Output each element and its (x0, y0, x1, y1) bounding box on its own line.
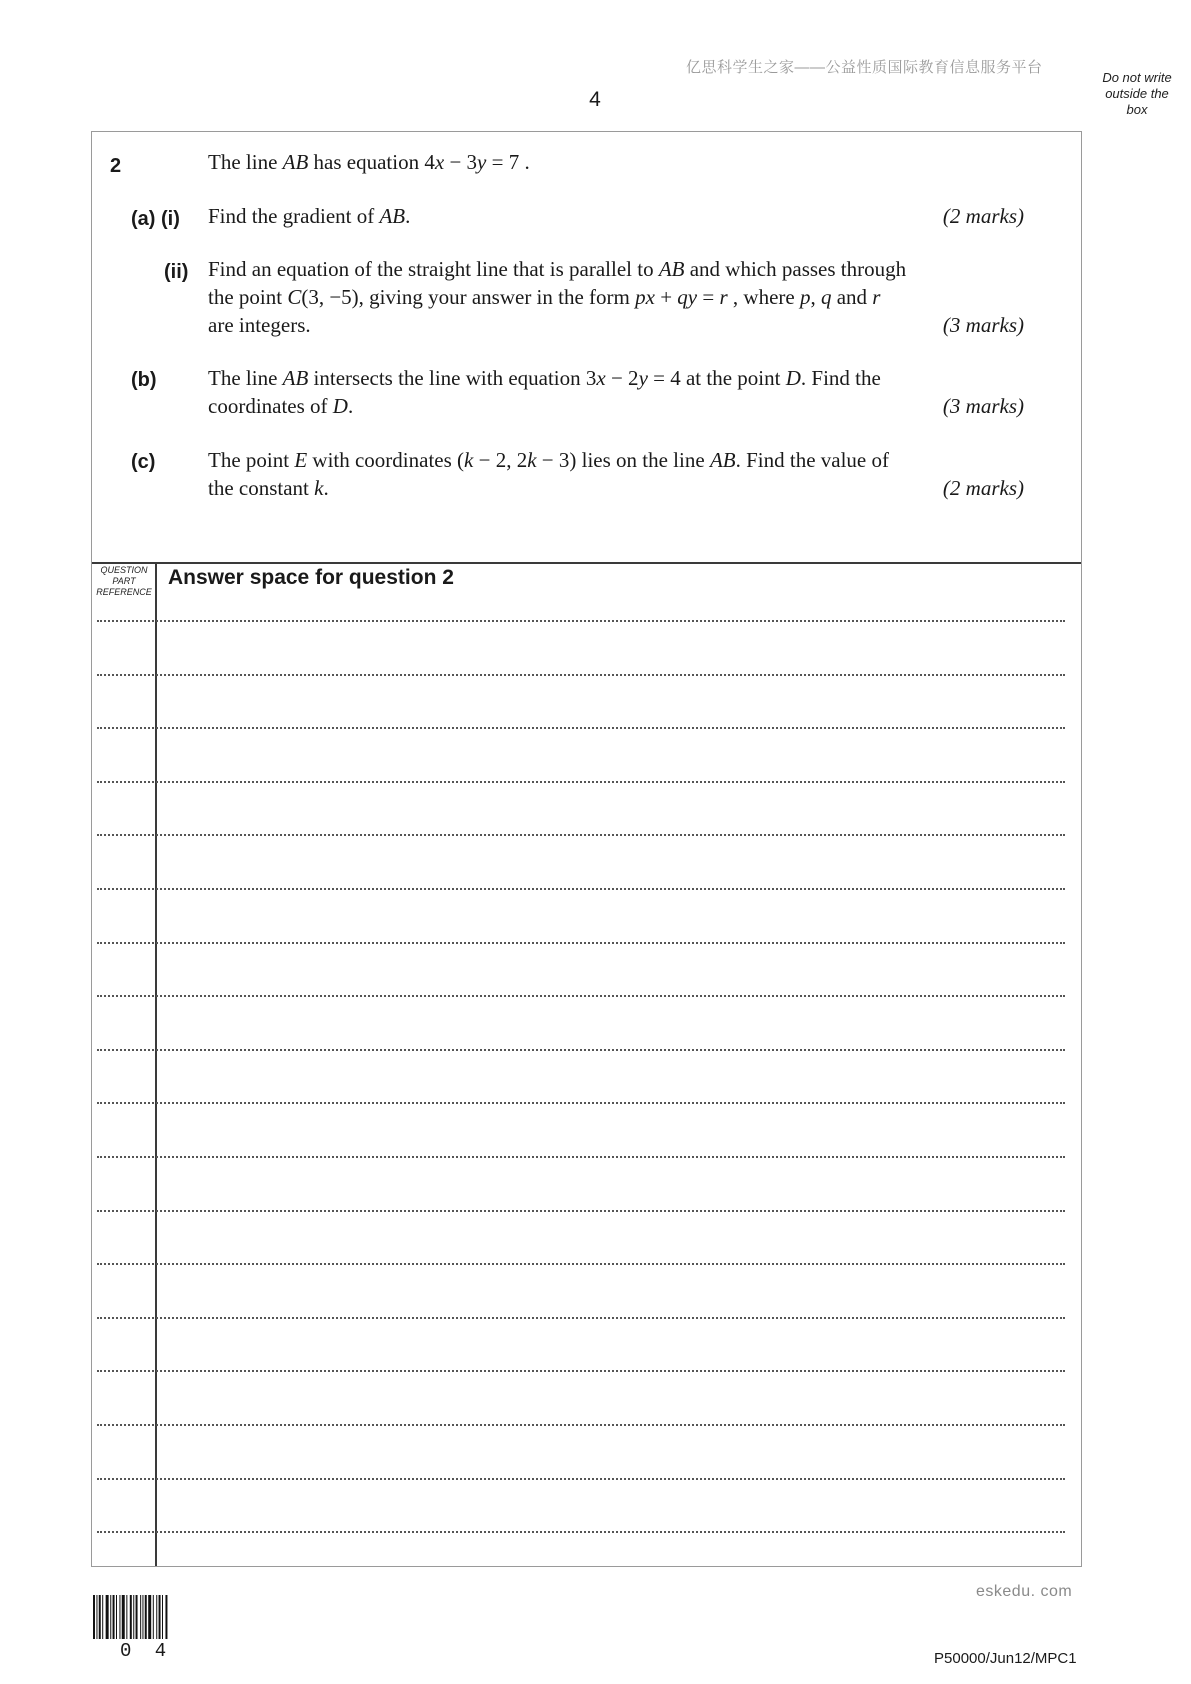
math-variable: k (527, 448, 537, 472)
math-variable: D (785, 366, 801, 390)
answer-line[interactable] (97, 1156, 1065, 1158)
math-variable: D (332, 394, 348, 418)
part-b-line (208, 392, 881, 420)
text-run: The line (208, 366, 283, 390)
footer-reference: P50000/Jun12/MPC1 (934, 1650, 1077, 1667)
text-run: are integers. (208, 313, 311, 337)
math-variable: C (287, 285, 302, 309)
text-run: − 2 (605, 366, 639, 390)
answer-line[interactable] (97, 674, 1065, 676)
ref-label-line: QUESTION (100, 565, 148, 575)
page-code: 0 4 (120, 1640, 173, 1662)
math-variable: r (719, 285, 728, 309)
math-variable: y (638, 366, 648, 390)
answer-line[interactable] (97, 727, 1065, 729)
math-variable: qy (677, 285, 698, 309)
text-run: coordinates of (208, 394, 333, 418)
question-part-reference-label (93, 565, 155, 598)
math-variable: y (477, 150, 487, 174)
margin-note (1090, 70, 1184, 118)
part-c-label: (c) (131, 451, 156, 473)
part-a-ii-line (208, 255, 906, 283)
answer-line[interactable] (97, 1478, 1065, 1480)
footer-watermark: eskedu. com (976, 1583, 1073, 1600)
math-variable: k (314, 476, 324, 500)
margin-note-line: outside the (1105, 86, 1169, 101)
math-variable: E (294, 448, 308, 472)
math-variable: k (464, 448, 474, 472)
text-run: = 4 at the point (647, 366, 786, 390)
header-watermark: 亿思科学生之家——公益性质国际教育信息服务平台 (686, 59, 1043, 76)
text-run: The point (208, 448, 295, 472)
text-run: , (810, 285, 821, 309)
part-c-marks: (2 marks) (942, 476, 1024, 500)
text-run: . Find the (800, 366, 881, 390)
math-variable: AB (658, 257, 685, 281)
math-variable: AB (709, 448, 736, 472)
part-b-label: (b) (131, 369, 157, 391)
text-run: the constant (208, 476, 315, 500)
page-number: 4 (589, 88, 601, 111)
text-run: . (405, 204, 411, 228)
answer-space-title: Answer space for question 2 (168, 566, 454, 589)
part-a-i-text (208, 202, 410, 230)
text-run: and (831, 285, 873, 309)
answer-line[interactable] (97, 1102, 1065, 1104)
answer-line[interactable] (97, 942, 1065, 944)
text-run: + (654, 285, 678, 309)
answer-line[interactable] (97, 1263, 1065, 1265)
answer-line[interactable] (97, 888, 1065, 890)
text-run: has equation 4 (308, 150, 435, 174)
part-b-line (208, 364, 881, 392)
math-variable: AB (379, 204, 406, 228)
question-number: 2 (110, 155, 122, 177)
part-b-marks: (3 marks) (942, 394, 1024, 418)
part-c-line (208, 474, 889, 502)
answer-line[interactable] (97, 1317, 1065, 1319)
text-run: − 3 (444, 150, 478, 174)
part-a-ii-marks: (3 marks) (942, 313, 1024, 337)
math-variable: AB (282, 150, 309, 174)
part-a-ii-label: (ii) (164, 261, 189, 283)
text-run: and which passes through (684, 257, 907, 281)
text-run: Find an equation of the straight line that is parallel to (208, 257, 659, 281)
answer-line[interactable] (97, 1424, 1065, 1426)
reference-column-divider (155, 563, 157, 1566)
question-stem (208, 148, 530, 176)
text-run: intersects the line with equation 3 (308, 366, 597, 390)
math-variable: p (799, 285, 811, 309)
math-variable: x (434, 150, 445, 174)
part-a-i-marks: (2 marks) (942, 204, 1024, 228)
answer-line[interactable] (97, 1531, 1065, 1533)
part-a-ii-text (208, 255, 906, 339)
text-run: − 3) lies on the line (536, 448, 710, 472)
text-run: The line (208, 150, 283, 174)
math-variable: px (635, 285, 655, 309)
text-run: . Find the value of (735, 448, 889, 472)
text-run: = 7 . (486, 150, 530, 174)
answer-line[interactable] (97, 834, 1065, 836)
answer-line[interactable] (97, 1210, 1065, 1212)
part-b-text (208, 364, 881, 420)
part-a-ii-line (208, 283, 906, 311)
text-run: . (347, 394, 354, 418)
text-run: (3, −5), giving your answer in the form (301, 285, 636, 309)
answer-line[interactable] (97, 781, 1065, 783)
margin-note-line: Do not write (1102, 70, 1172, 85)
answer-line[interactable] (97, 1049, 1065, 1051)
text-run: with coordinates ( (307, 448, 465, 472)
part-c-line (208, 446, 889, 474)
ref-label-line: REFERENCE (96, 587, 152, 597)
question-answer-divider (92, 562, 1081, 564)
math-variable: x (596, 366, 606, 390)
text-run: the point (208, 285, 288, 309)
text-run: = (697, 285, 720, 309)
text-run: Find the gradient of (208, 204, 380, 228)
math-variable: q (820, 285, 832, 309)
ref-label-line: PART (112, 576, 136, 586)
answer-line[interactable] (97, 1370, 1065, 1372)
math-variable: AB (282, 366, 309, 390)
margin-note-line: box (1126, 102, 1148, 117)
question-box (91, 131, 1082, 1567)
barcode-icon (93, 1595, 199, 1639)
part-a-ii-line (208, 311, 906, 339)
text-run: . (323, 476, 329, 500)
text-run: − 2, 2 (473, 448, 528, 472)
answer-line[interactable] (97, 620, 1065, 622)
part-c-text (208, 446, 889, 502)
answer-line[interactable] (97, 995, 1065, 997)
math-variable: r (872, 285, 881, 309)
part-a-i-label: (a) (i) (131, 208, 180, 230)
text-run: , where (727, 285, 800, 309)
